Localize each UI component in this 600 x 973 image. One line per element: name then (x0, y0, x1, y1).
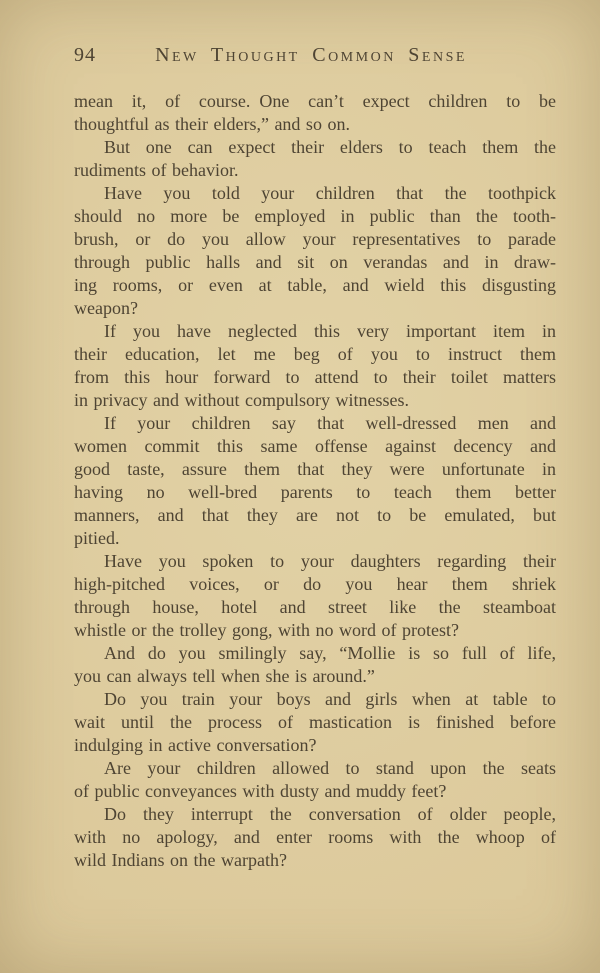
text-line: in privacy and without compulsory witnesses. (74, 390, 409, 410)
page-number: 94 (74, 44, 96, 66)
text-line: through public halls and sit on verandas and in draw- (74, 252, 556, 272)
paragraph (74, 757, 556, 803)
text-line: good taste, assure them that they were unfortunate in (74, 459, 556, 479)
paragraph (74, 642, 556, 688)
text-line: high-pitched voices, or do you hear them shriek (74, 574, 556, 594)
paragraph (74, 182, 556, 320)
text-line: ing rooms, or even at table, and wield this disgusting (74, 275, 556, 295)
paragraph (74, 412, 556, 550)
paragraph (74, 550, 556, 642)
running-title: New Thought Common Sense (155, 44, 467, 66)
text-line: whistle or the trolley gong, with no word of protest? (74, 620, 459, 640)
text-line: mean it, of course. One can’t expect children to be (74, 91, 556, 111)
text-line: Do they interrupt the conversation of older people, (104, 804, 556, 824)
text-line: Are your children allowed to stand upon the seats (104, 758, 556, 778)
text-line: indulging in active conversation? (74, 735, 317, 755)
text-line: And do you smilingly say, “Mollie is so full of life, (104, 643, 556, 663)
paragraph (74, 688, 556, 757)
text-line: wait until the process of mastication is finished before (74, 712, 556, 732)
text-line: having no well-bred parents to teach them better (74, 482, 556, 502)
paragraph (74, 320, 556, 412)
text-line: wild Indians on the warpath? (74, 850, 287, 870)
text-line: thoughtful as their elders,” and so on. (74, 114, 350, 134)
text-line: If you have neglected this very important item in (104, 321, 556, 341)
text-block (74, 90, 556, 872)
text-line: pitied. (74, 528, 120, 548)
text-line: you can always tell when she is around.” (74, 666, 375, 686)
text-line: Have you told your children that the toothpick (104, 183, 556, 203)
text-line: rudiments of behavior. (74, 160, 239, 180)
running-head (74, 44, 556, 70)
text-line: from this hour forward to attend to their toilet matters (74, 367, 556, 387)
text-line: women commit this same offense against decency and (74, 436, 556, 456)
text-line: through house, hotel and street like the steamboat (74, 597, 556, 617)
text-line: weapon? (74, 298, 138, 318)
paragraph (74, 90, 556, 136)
paragraph (74, 136, 556, 182)
text-line: Have you spoken to your daughters regarding their (104, 551, 556, 571)
text-line: of public conveyances with dusty and muddy feet? (74, 781, 447, 801)
text-line: with no apology, and enter rooms with the whoop of (74, 827, 556, 847)
text-line: If your children say that well-dressed men and (104, 413, 556, 433)
text-line: brush, or do you allow your representatives to parade (74, 229, 556, 249)
text-line: their education, let me beg of you to instruct them (74, 344, 556, 364)
paragraph (74, 803, 556, 872)
text-line: But one can expect their elders to teach them the (104, 137, 556, 157)
text-line: Do you train your boys and girls when at table to (104, 689, 556, 709)
text-line: should no more be employed in public than the tooth- (74, 206, 556, 226)
text-line: manners, and that they are not to be emulated, but (74, 505, 556, 525)
